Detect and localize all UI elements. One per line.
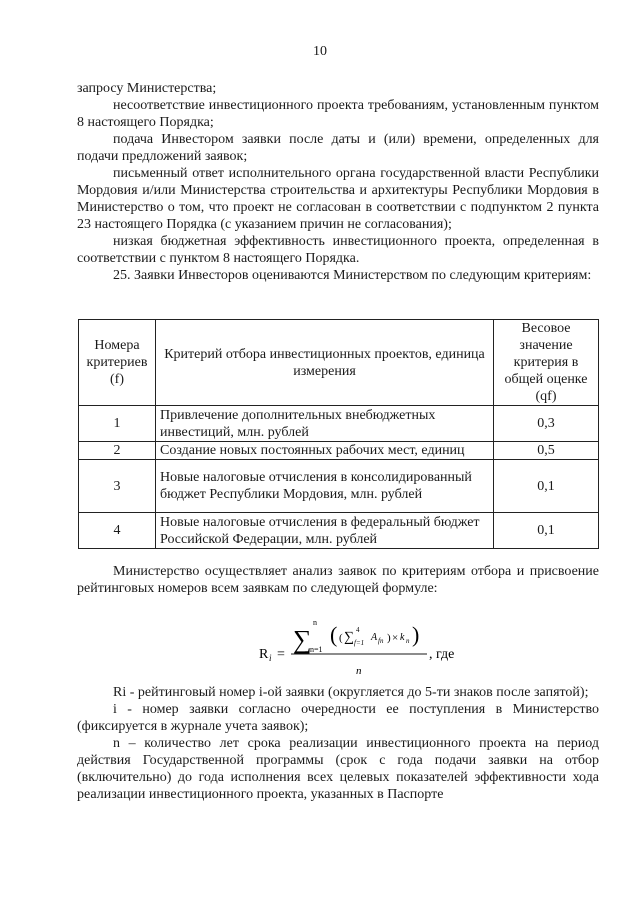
- definitions: [77, 684, 599, 803]
- formula-lhs: R: [259, 647, 269, 662]
- times-sign: ×: [392, 632, 399, 644]
- open-paren: (: [330, 622, 338, 647]
- paragraph: подача Инвестором заявки после даты и (или) времени, определенных для подачи предложений заявок;: [77, 132, 599, 164]
- table-row: [79, 406, 599, 442]
- paragraph: запросу Министерства;: [77, 81, 217, 96]
- cell-weight: 0,3: [494, 406, 599, 442]
- formula-equals: =: [277, 647, 285, 662]
- a-sub: fn: [378, 637, 384, 645]
- k-term: k: [400, 632, 405, 643]
- criteria-table: [78, 319, 599, 549]
- formula-lhs-sub: i: [269, 653, 272, 663]
- body-text-top: [77, 80, 599, 284]
- paragraph: Министерство осуществляет анализ заявок по критериям отбора и присвоение рейтинговых номеров всем заявкам по следующей формуле:: [77, 564, 599, 596]
- k-sub: n: [406, 637, 410, 645]
- paragraph: письменный ответ исполнительного органа государственной власти Республики Мордовия и/или Министерства строительства и архитектуры Республики Мордовия в Министерство о том, что проект не согласован в соответствии с подпунктом 2 пункта 23 настоящего Порядка (с указанием причин не согласования);: [77, 166, 599, 232]
- cell-number: 3: [79, 460, 156, 513]
- formula-denominator: n: [356, 665, 362, 677]
- sum-sign-icon: ∑: [293, 625, 312, 654]
- cell-weight: 0,5: [494, 442, 599, 460]
- rating-formula: [255, 612, 515, 682]
- cell-criterion: Новые налоговые отчисления в консолидированный бюджет Республики Мордовия, млн. рублей: [156, 460, 494, 513]
- paragraph: 25. Заявки Инвесторов оцениваются Министерством по следующим критериям:: [113, 268, 592, 283]
- cell-criterion: Привлечение дополнительных внебюджетных инвестиций, млн. рублей: [156, 406, 494, 442]
- header-criterion: Критерий отбора инвестиционных проектов, единица измерения: [156, 320, 494, 406]
- inner-sum-top: 4: [356, 626, 360, 634]
- cell-number: 1: [79, 406, 156, 442]
- page-number: 10: [313, 44, 327, 59]
- cell-weight: 0,1: [494, 513, 599, 549]
- close-paren: ): [412, 622, 420, 647]
- table-row: [79, 513, 599, 549]
- header-weight: Весовое значение критерия в общей оценке (qf): [494, 320, 599, 406]
- sum-bottom: n=1: [310, 645, 323, 654]
- a-term: A: [371, 632, 378, 643]
- formula-intro: [77, 563, 599, 597]
- formula-suffix: , где: [429, 647, 455, 662]
- table-header-row: [79, 320, 599, 406]
- definition: n – количество лет срока реализации инвестиционного проекта на период действия Государственной программы (срок с года подачи заявки на отбор (включительно) до года исполнения всех целевых показателей эффективности хода реализации инвестиционного проекта, указанных в Паспорте: [77, 736, 599, 802]
- paragraph: низкая бюджетная эффективность инвестиционного проекта, определенная в соответствии с пунктом 8 настоящего Порядка.: [77, 234, 599, 266]
- inner-sum-sign-icon: ∑: [344, 630, 354, 645]
- table-row: [79, 442, 599, 460]
- sum-top: n: [313, 618, 317, 627]
- paragraph: несоответствие инвестиционного проекта требованиям, установленным пунктом 8 настоящего Порядка;: [77, 98, 599, 130]
- definition: i - номер заявки согласно очередности ее поступления в Министерство (фиксируется в журнале учета заявок);: [77, 702, 599, 734]
- inner-sum-bottom: f=1: [354, 639, 365, 647]
- cell-criterion: Новые налоговые отчисления в федеральный бюджет Российской Федерации, млн. рублей: [156, 513, 494, 549]
- cell-weight: 0,1: [494, 460, 599, 513]
- table-row: [79, 460, 599, 513]
- cell-number: 4: [79, 513, 156, 549]
- header-criterion-number: Номера критериев (f): [79, 320, 156, 406]
- cell-criterion: Создание новых постоянных рабочих мест, единиц: [156, 442, 494, 460]
- inner-close: ): [387, 632, 391, 644]
- inner-open: (: [339, 632, 343, 644]
- definition: Ri - рейтинговый номер i-ой заявки (округляется до 5-ти знаков после запятой);: [113, 685, 589, 700]
- cell-number: 2: [79, 442, 156, 460]
